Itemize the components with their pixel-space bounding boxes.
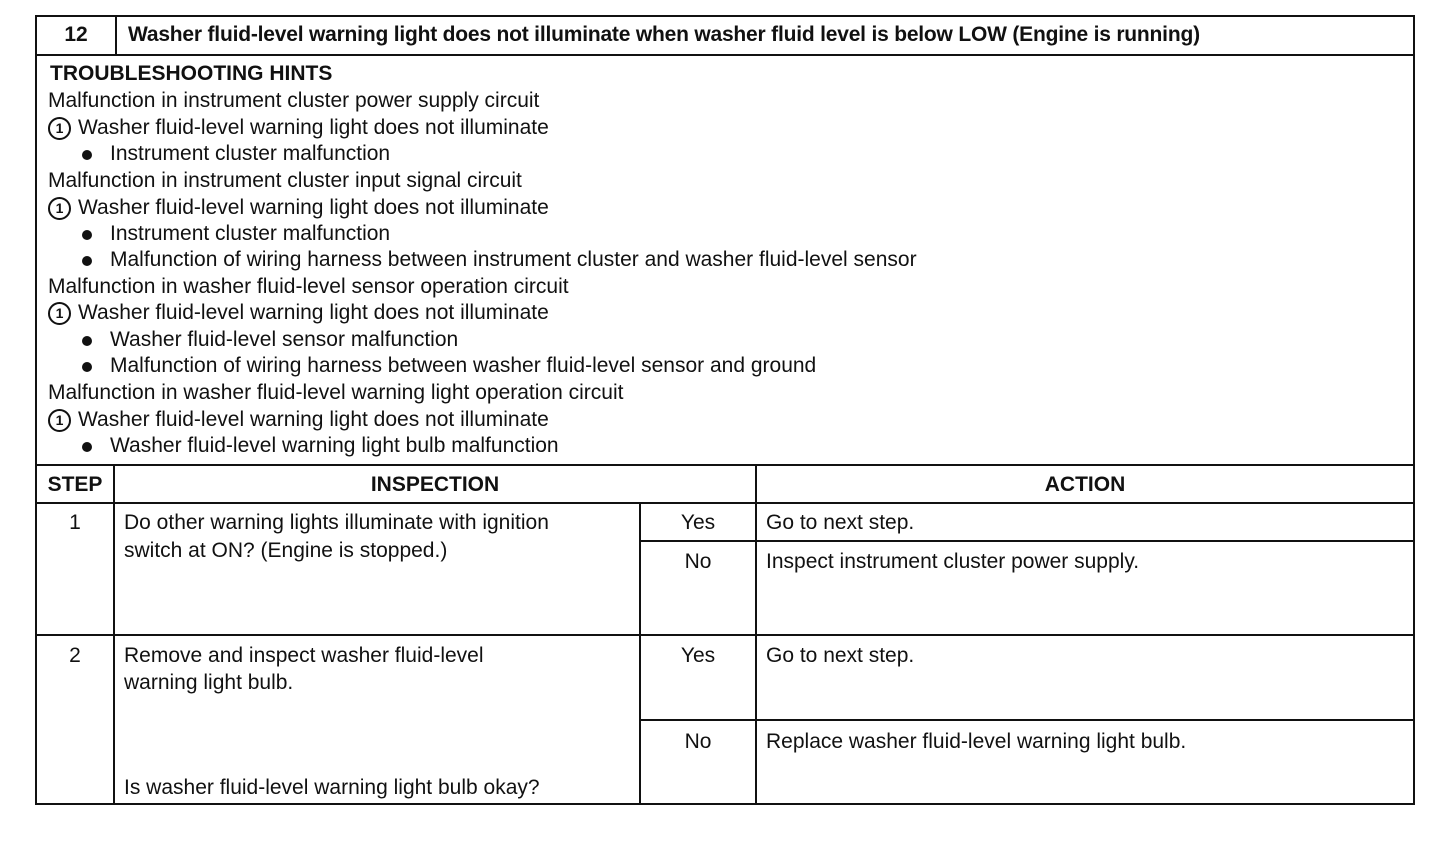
action-text: Inspect instrument cluster power supply. (766, 550, 1140, 573)
answer-divider (639, 540, 1415, 542)
hint-symptom: Washer fluid-level warning light does not illuminate (78, 408, 549, 431)
header-divider (35, 54, 1415, 56)
answer-yes: Yes (680, 511, 716, 534)
bullet-icon (82, 442, 92, 452)
circled-one-icon: 1 (48, 302, 71, 325)
hint-cause: Washer fluid-level warning light bulb malfunction (110, 434, 559, 457)
hint-symptom: Washer fluid-level warning light does not illuminate (78, 301, 549, 324)
circled-one-icon: 1 (48, 409, 71, 432)
hints-divider (35, 464, 1415, 466)
step-number: 1 (69, 511, 81, 534)
hint-cause: Malfunction of wiring harness between washer fluid-level sensor and ground (110, 354, 817, 377)
answer-no: No (684, 730, 712, 753)
step-column-divider (113, 464, 115, 804)
hint-symptom: Washer fluid-level warning light does not illuminate (78, 116, 549, 139)
hint-cause: Instrument cluster malfunction (110, 222, 391, 245)
hint-circuit: Malfunction in instrument cluster input signal circuit (48, 169, 522, 192)
inspection-question: Is washer fluid-level warning light bulb okay? (124, 776, 540, 799)
header-number-divider (115, 15, 117, 55)
procedure-title: Washer fluid-level warning light does not illuminate when washer fluid level is below LOW (Engine is running) (128, 23, 1200, 46)
hint-circuit: Malfunction in washer fluid-level sensor operation circuit (48, 275, 569, 298)
hint-circuit: Malfunction in instrument cluster power supply circuit (48, 89, 540, 112)
bullet-icon (82, 230, 92, 240)
step-number: 2 (69, 644, 81, 667)
answer-yes: Yes (680, 644, 716, 667)
hint-cause: Instrument cluster malfunction (110, 142, 391, 165)
column-header-step: STEP (47, 473, 103, 496)
action-text: Replace washer fluid-level warning light bulb. (766, 730, 1187, 753)
procedure-number: 12 (64, 23, 88, 46)
bullet-icon (82, 150, 92, 160)
hint-circuit: Malfunction in washer fluid-level warning light operation circuit (48, 381, 624, 404)
inspection-text: Do other warning lights illuminate with ignition (124, 511, 549, 534)
inspection-text: Remove and inspect washer fluid-level (124, 644, 484, 667)
action-text: Go to next step. (766, 511, 915, 534)
hint-cause: Malfunction of wiring harness between instrument cluster and washer fluid-level sensor (110, 248, 917, 271)
circled-one-icon: 1 (48, 117, 71, 140)
column-header-action: ACTION (1044, 473, 1126, 496)
inspection-text: warning light bulb. (124, 671, 294, 694)
hint-cause: Washer fluid-level sensor malfunction (110, 328, 459, 351)
bullet-icon (82, 256, 92, 266)
hint-symptom: Washer fluid-level warning light does not illuminate (78, 196, 549, 219)
answer-divider (639, 719, 1415, 721)
row-divider (35, 634, 1415, 636)
circled-one-icon: 1 (48, 197, 71, 220)
inspection-text: switch at ON? (Engine is stopped.) (124, 539, 448, 562)
bullet-icon (82, 336, 92, 346)
bullet-icon (82, 362, 92, 372)
hints-heading: TROUBLESHOOTING HINTS (50, 62, 333, 85)
table-header-divider (35, 502, 1415, 504)
answer-no: No (684, 550, 712, 573)
action-column-divider (755, 464, 757, 804)
action-text: Go to next step. (766, 644, 915, 667)
column-header-inspection: INSPECTION (370, 473, 500, 496)
